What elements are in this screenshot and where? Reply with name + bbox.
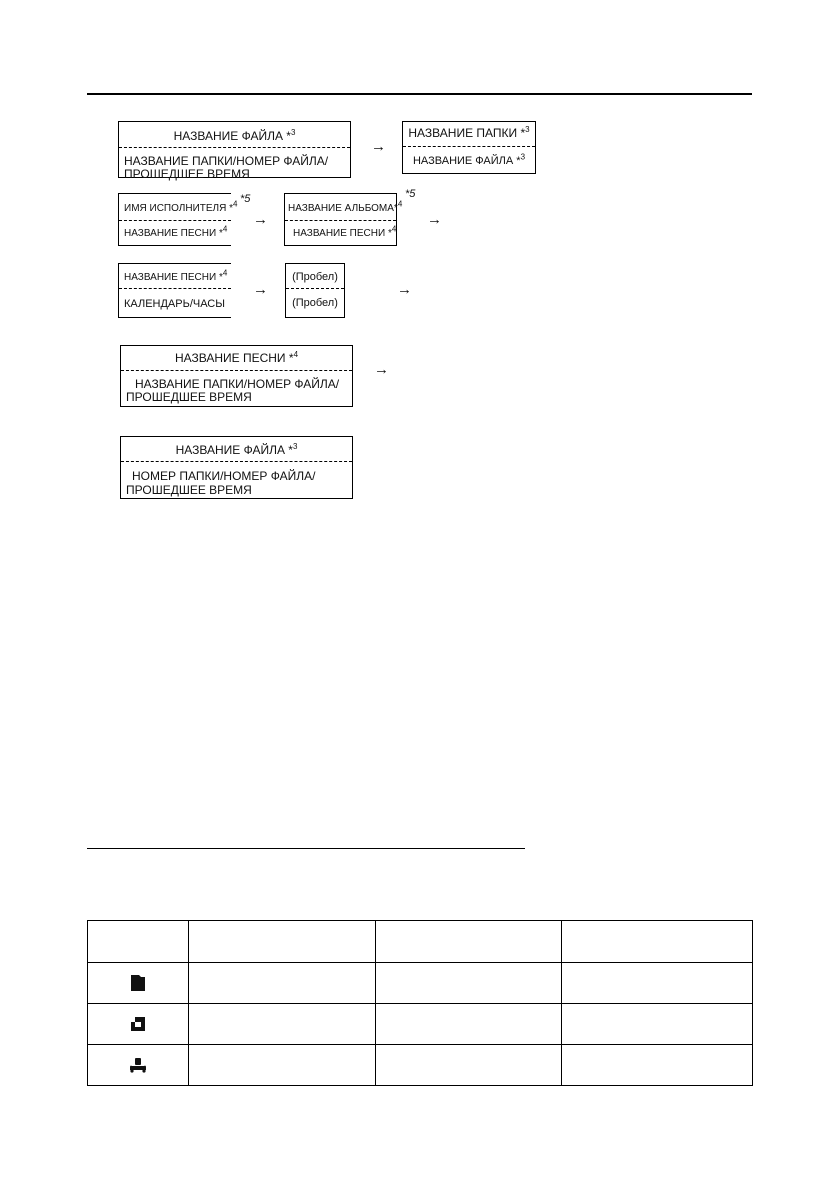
display-box-blank <box>285 263 345 318</box>
arrow-icon: → <box>397 281 412 298</box>
folder-icon <box>130 974 146 992</box>
table-cell <box>189 921 376 963</box>
arrow-icon: → <box>253 281 268 298</box>
table-cell <box>562 1004 753 1045</box>
box-top-label: НАЗВАНИЕ ПЕСНИ * <box>174 351 294 365</box>
box-bottom-line1: НАЗВАНИЕ ПАПКИ/НОМЕР ФАЙЛА/ <box>124 154 329 168</box>
box-top-label: НАЗВАНИЕ ФАЙЛА * <box>173 129 291 143</box>
table-cell <box>189 1045 376 1086</box>
display-box-album: НАЗВАНИЕ АЛЬБОМА*$^4$ НАЗВАНИЕ ПЕСНИ *$^4$ <box>284 193 397 246</box>
table-cell <box>562 921 753 963</box>
file-icon <box>130 1016 146 1032</box>
table-cell <box>376 1045 562 1086</box>
footnote-mark: *5 <box>405 188 416 200</box>
arrow-icon: → <box>253 211 268 228</box>
table-cell <box>88 1045 189 1086</box>
dashed-divider <box>403 146 535 147</box>
arrow-icon: → <box>374 361 389 378</box>
section-rule <box>87 848 525 849</box>
table-cell <box>562 963 753 1004</box>
box-bottom-label: (Пробел) <box>292 297 338 309</box>
table-cell <box>189 1004 376 1045</box>
dashed-divider <box>119 220 231 221</box>
box-bottom-label: НАЗВАНИЕ ФАЙЛА * <box>412 155 521 167</box>
box-bottom-label: НАЗВАНИЕ ПЕСНИ * <box>124 228 223 239</box>
display-box-song-folder: НАЗВАНИЕ ПЕСНИ *$^4$ НАЗВАНИЕ ПАПКИ/НОМЕР ФАЙЛА/ ПРОШЕДШЕЕ ВРЕМЯ <box>120 345 353 407</box>
dashed-divider <box>121 461 352 462</box>
display-box-artist: ИМЯ ИСПОЛНИТЕЛЯ *$^4$ НАЗВАНИЕ ПЕСНИ *$^4$ <box>118 193 231 246</box>
table-header-row <box>88 921 753 963</box>
box-top-label: НАЗВАНИЕ ПАПКИ * <box>408 126 526 140</box>
box-bottom-label: КАЛЕНДАРЬ/ЧАСЫ <box>124 298 225 310</box>
dashed-divider <box>285 220 396 221</box>
box-top-label: НАЗВАНИЕ АЛЬБОМА* <box>288 203 398 214</box>
display-box-file-folder-number: НАЗВАНИЕ ФАЙЛА *$^3$ НОМЕР ПАПКИ/НОМЕР ФАЙЛА/ ПРОШЕДШЕЕ ВРЕМЯ <box>120 436 353 499</box>
box-bottom-line2: ПРОШЕДШЕЕ ВРЕМЯ <box>126 390 252 404</box>
artist-icon <box>128 1057 148 1073</box>
box-bottom-line1: НОМЕР ПАПКИ/НОМЕР ФАЙЛА/ <box>132 469 316 483</box>
display-box-song-clock: НАЗВАНИЕ ПЕСНИ *$^4$ КАЛЕНДАРЬ/ЧАСЫ <box>118 263 231 318</box>
table-cell <box>88 963 189 1004</box>
table-cell <box>189 963 376 1004</box>
table-cell <box>88 1004 189 1045</box>
table-row <box>88 963 753 1004</box>
table-cell <box>376 1004 562 1045</box>
arrow-icon: → <box>371 138 386 155</box>
box-bottom-line2: ПРОШЕДШЕЕ ВРЕМЯ <box>126 483 252 497</box>
box-top-label: НАЗВАНИЕ ПЕСНИ * <box>124 272 223 283</box>
table-row <box>88 1004 753 1045</box>
box-bottom-line1: НАЗВАНИЕ ПАПКИ/НОМЕР ФАЙЛА/ <box>135 377 340 391</box>
arrow-icon: → <box>427 211 442 228</box>
dashed-divider <box>119 288 231 289</box>
box-top-label: (Пробел) <box>292 271 338 283</box>
dashed-divider <box>121 370 352 371</box>
display-box-folder-name: НАЗВАНИЕ ПАПКИ *$^3$ НАЗВАНИЕ ФАЙЛА *$^3$ <box>402 121 536 174</box>
table-cell <box>376 921 562 963</box>
box-top-label: ИМЯ ИСПОЛНИТЕЛЯ * <box>124 203 233 214</box>
box-bottom-line2: ПРОШЕДШЕЕ ВРЕМЯ <box>124 167 250 181</box>
table-row <box>88 1045 753 1086</box>
display-box-file-name: НАЗВАНИЕ ФАЙЛА *$^3$ НАЗВАНИЕ ПАПКИ/НОМЕР ФАЙЛА/ ПРОШЕДШЕЕ ВРЕМЯ <box>118 121 351 178</box>
footnote-mark: *5 <box>240 193 251 205</box>
box-top-label: НАЗВАНИЕ ФАЙЛА * <box>175 443 293 457</box>
dashed-divider <box>286 288 344 289</box>
box-bottom-label: НАЗВАНИЕ ПЕСНИ * <box>293 228 392 239</box>
table-cell <box>376 963 562 1004</box>
table-cell <box>88 921 189 963</box>
top-rule <box>87 93 752 95</box>
table-cell <box>562 1045 753 1086</box>
dashed-divider <box>119 147 350 148</box>
icon-table <box>87 920 753 1086</box>
